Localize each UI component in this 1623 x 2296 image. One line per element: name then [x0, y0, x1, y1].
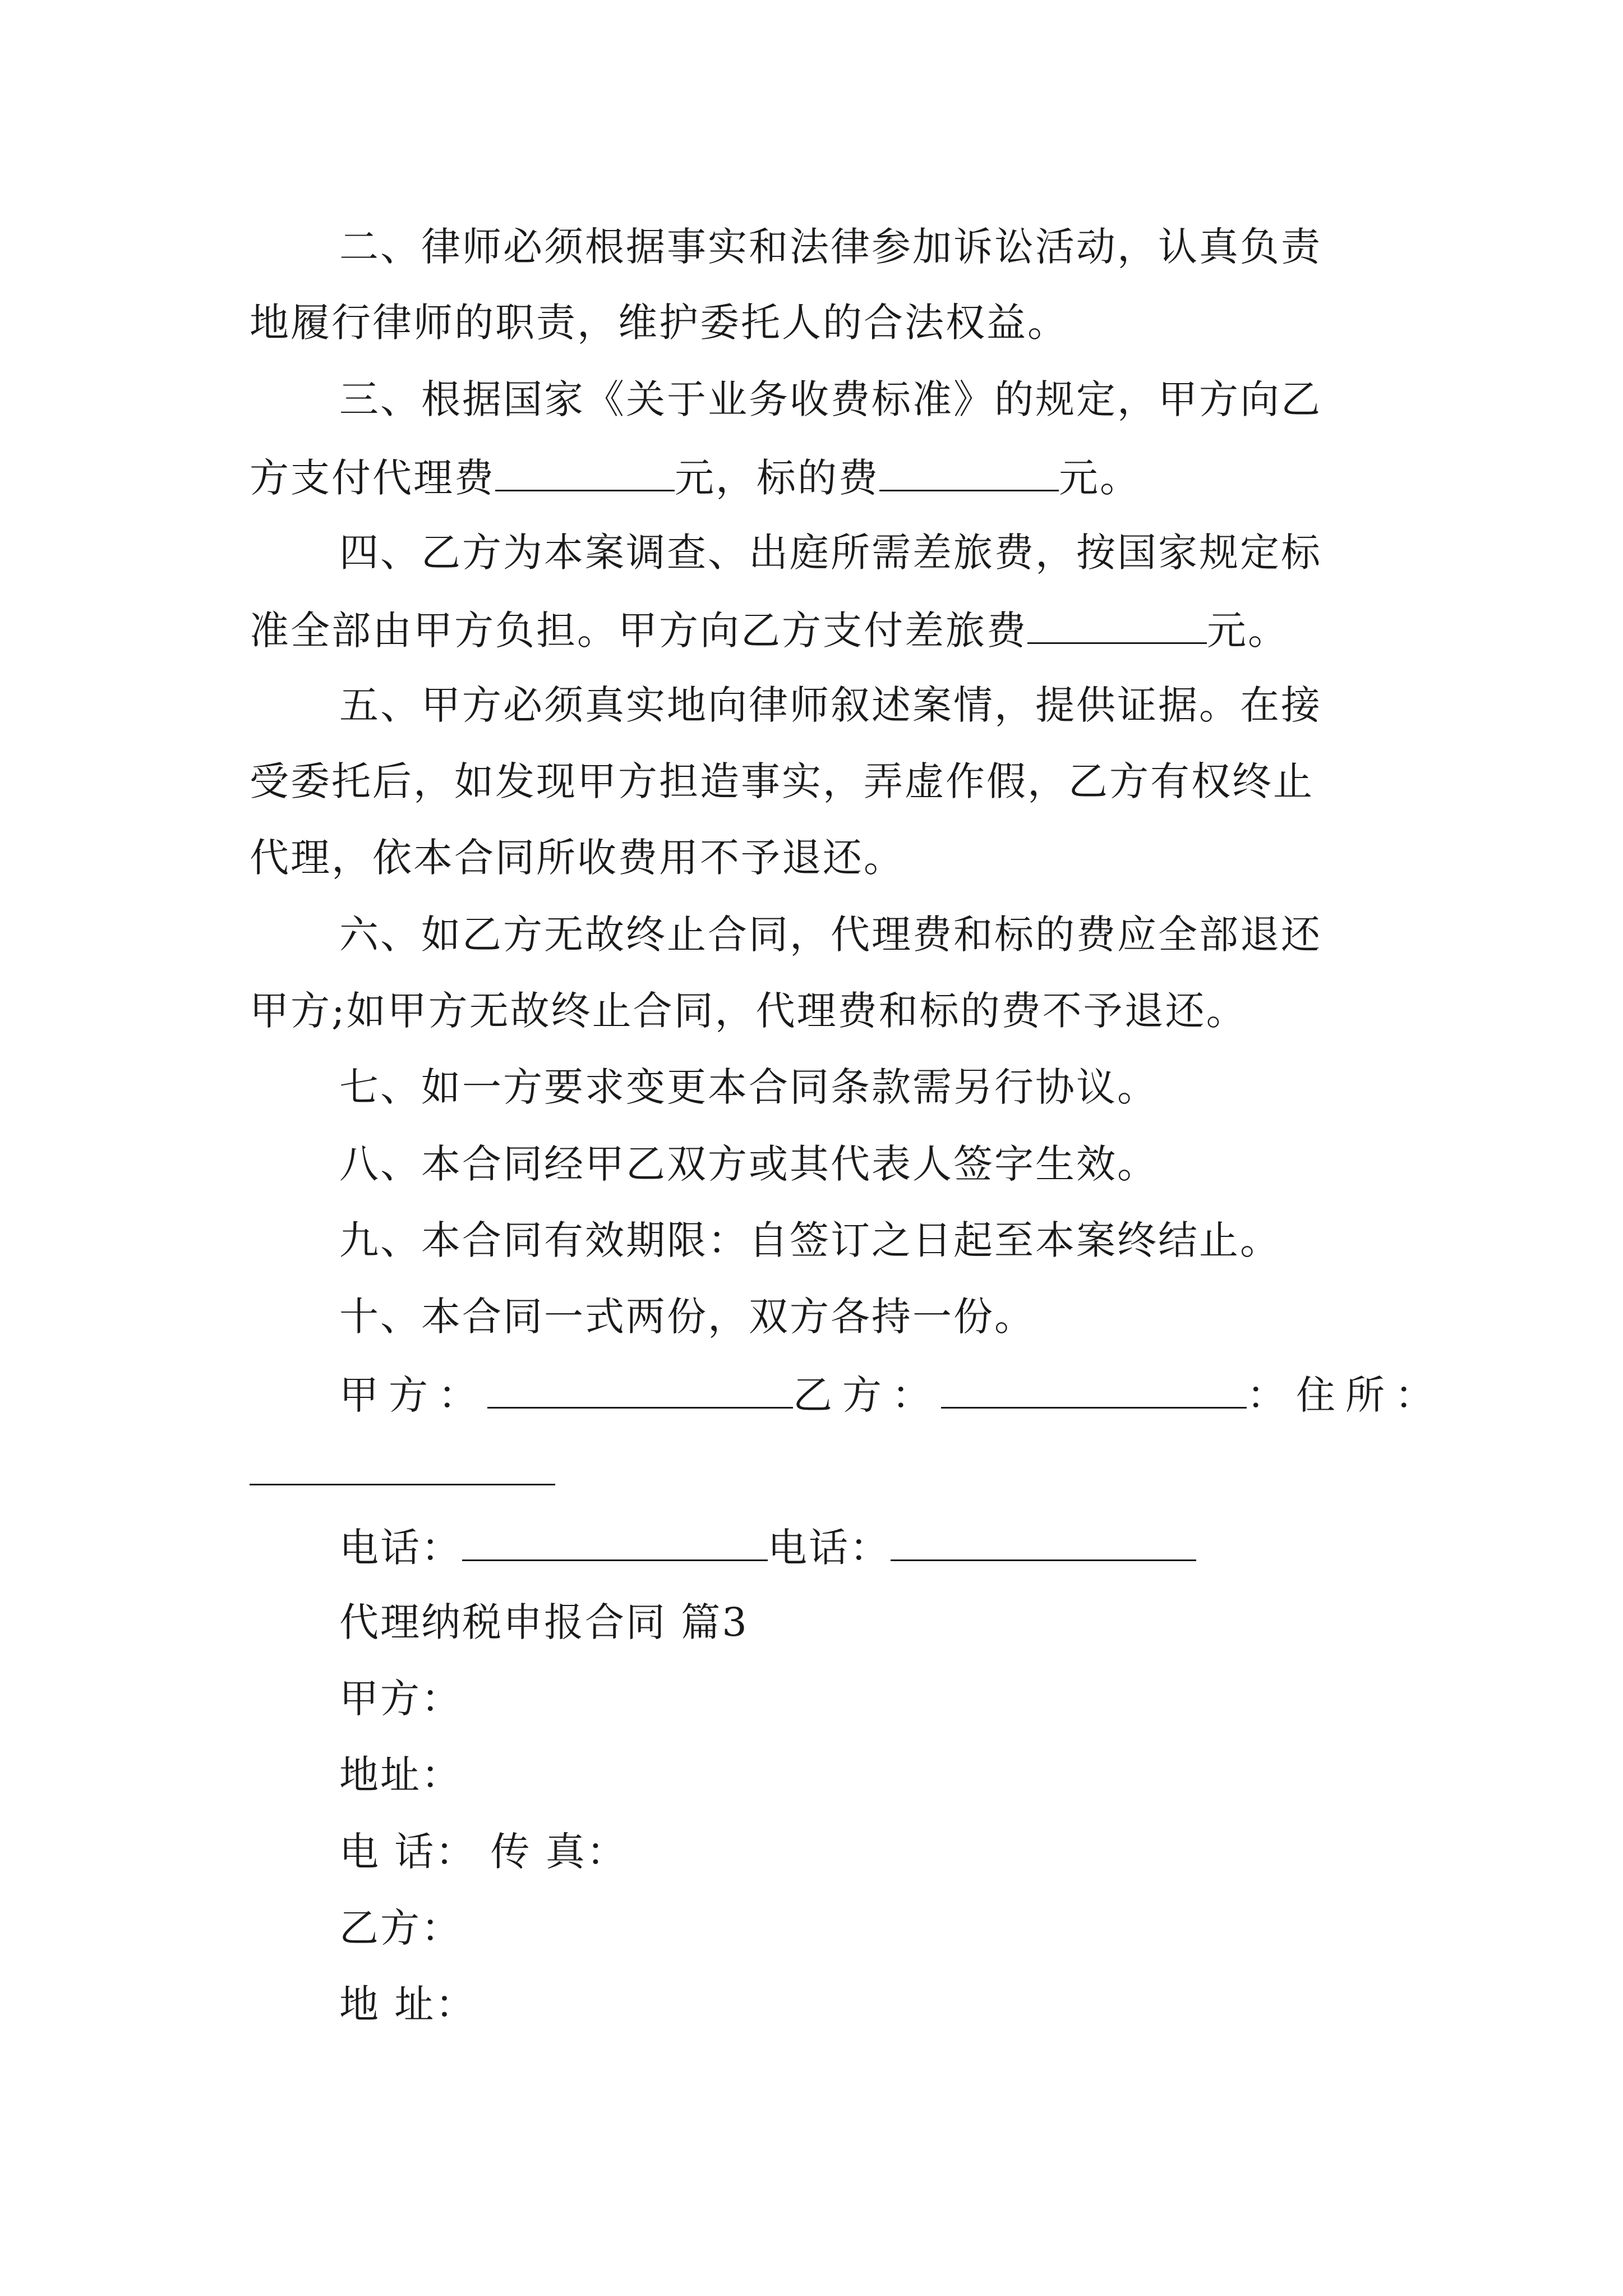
clause-8: 八、本合同经甲乙双方或其代表人签字生效。 — [339, 1141, 1158, 1187]
party-b-label: 乙方： — [793, 1372, 941, 1418]
clause-7: 七、如一方要求变更本合同条款需另行协议。 — [339, 1064, 1158, 1110]
party-b-blank — [941, 1373, 1247, 1409]
party-a-blank — [487, 1373, 793, 1409]
contract-3-title: 代理纳税申报合同 篇3 — [339, 1599, 749, 1645]
address-line — [250, 1450, 555, 1492]
address-label: ：住所： — [1247, 1372, 1444, 1418]
clause-4-text-b: 元。 — [1207, 608, 1289, 654]
phone-b-label: 电话： — [768, 1525, 891, 1571]
clause-3-text-a: 方支付代理费 — [250, 455, 495, 501]
clause-5-line-2: 受委托后，如发现甲方担造事实，弄虚作假，乙方有权终止 — [250, 758, 1314, 804]
clause-10: 十、本合同一式两份，双方各持一份。 — [339, 1294, 1035, 1340]
clause-3-line-1: 三、根据国家《关于业务收费标准》的规定，甲方向乙 — [339, 376, 1322, 422]
party-a-label: 甲方： — [339, 1372, 487, 1418]
clause-3-text-b: 元，标的费 — [675, 455, 879, 501]
clause-9: 九、本合同有效期限：自签订之日起至本案终结止。 — [339, 1217, 1281, 1263]
phone-a-label: 电话： — [339, 1525, 462, 1571]
contract-3-address-b: 地 址： — [339, 1981, 477, 2027]
clause-2-line-1: 二、律师必须根据事实和法律参加诉讼活动，认真负责 — [339, 224, 1322, 270]
clause-5-line-1: 五、甲方必须真实地向律师叙述案情，提供证据。在接 — [339, 682, 1322, 728]
clause-5-line-3: 代理，依本合同所收费用不予退还。 — [250, 835, 905, 881]
contract-3-address-a: 地址： — [339, 1752, 462, 1798]
clause-3-text-c: 元。 — [1059, 455, 1141, 501]
subject-fee-blank — [879, 456, 1059, 491]
clause-4-line-2 — [250, 608, 1289, 654]
contract-3-phone-fax: 电 话： 传 真： — [339, 1829, 628, 1875]
clause-4-text-a: 准全部由甲方负担。甲方向乙方支付差旅费 — [250, 608, 1027, 654]
clause-3-line-2 — [250, 455, 1141, 501]
clause-2-line-2: 地履行律师的职责，维护委托人的合法权益。 — [250, 300, 1068, 346]
phone-a-blank — [462, 1526, 768, 1561]
signature-party-line — [339, 1372, 1444, 1418]
travel-fee-blank — [1027, 609, 1207, 644]
clause-6-line-1: 六、如乙方无故终止合同，代理费和标的费应全部退还 — [339, 912, 1322, 958]
clause-6-line-2: 甲方;如甲方无故终止合同，代理费和标的费不予退还。 — [250, 988, 1247, 1034]
clause-4-line-1: 四、乙方为本案调查、出庭所需差旅费，按国家规定标 — [339, 530, 1322, 576]
phone-line — [339, 1525, 1196, 1571]
agency-fee-blank — [495, 456, 675, 491]
contract-3-party-a: 甲方： — [339, 1676, 462, 1722]
contract-3-party-b: 乙方： — [339, 1905, 462, 1951]
address-blank — [250, 1450, 555, 1485]
phone-b-blank — [891, 1526, 1196, 1561]
